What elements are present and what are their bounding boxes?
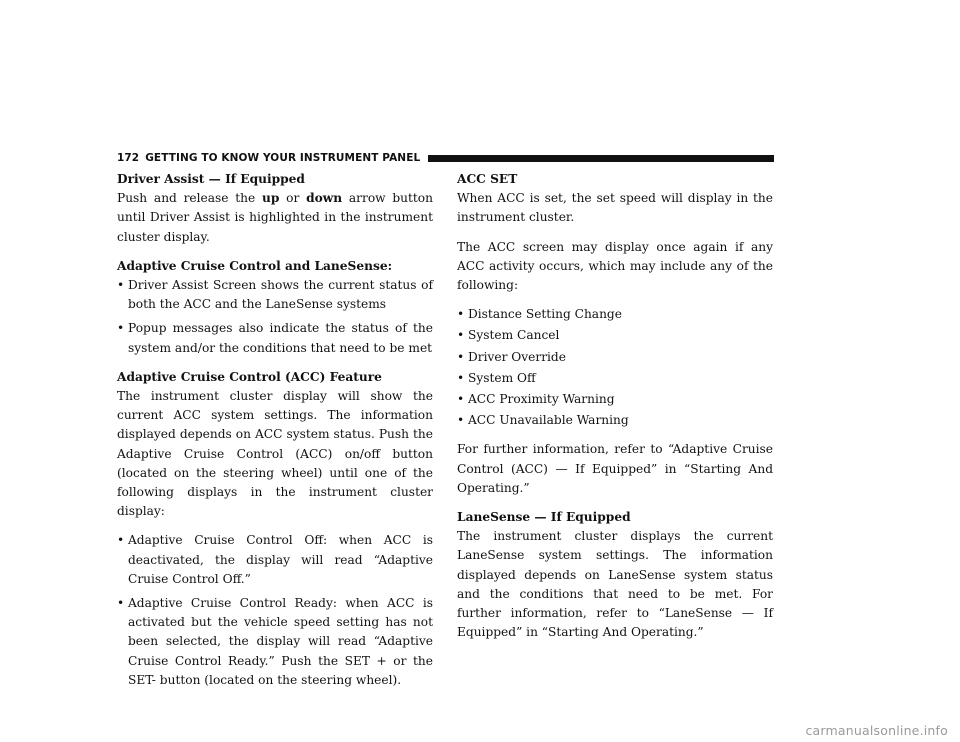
acc-feature-paragraph: The instrument cluster display will show the current ACC system settings. The information displayed depends on ACC system status. Push the Adaptive Cruise Control (ACC) on/off button (located on the steering wheel) until one of the following displays in the instrument cluster display: [117, 389, 433, 519]
lanesense-heading: LaneSense — If Equipped [457, 510, 631, 525]
acc-lanesense-list [117, 276, 433, 358]
list-item [457, 305, 773, 324]
lanesense-paragraph: The instrument cluster displays the current LaneSense system settings. The information displayed depends on LaneSense system status and the conditions that need to be met. For further information, refer to “LaneSense — If Equipped” in “Starting And Operating.” [457, 529, 773, 640]
list-item-text: Adaptive Cruise Control Ready: when ACC is activated but the vehicle speed setting has not been selected, the display will read “Adaptive Cruise Control Ready.” Push the SET + or the SET- button (located on the steering wheel). [128, 596, 433, 687]
list-item [117, 531, 433, 589]
bullet-icon: • [117, 533, 125, 548]
further-info-paragraph: For further information, refer to “Adaptive Cruise Control (ACC) — If Equipped” in “Starting And Operating.” [457, 442, 773, 495]
bullet-icon: • [457, 328, 465, 343]
acc-feature-list [117, 531, 433, 690]
text-run: or [279, 191, 307, 206]
bullet-icon: • [457, 413, 465, 428]
driver-assist-paragraph [117, 189, 433, 247]
right-column [457, 170, 773, 652]
list-item [457, 390, 773, 409]
list-item-text: Distance Setting Change [468, 307, 622, 322]
acc-lanesense-heading: Adaptive Cruise Control and LaneSense: [117, 258, 393, 273]
list-item [457, 326, 773, 345]
section-title: GETTING TO KNOW YOUR INSTRUMENT PANEL [145, 152, 421, 164]
bullet-icon: • [457, 307, 465, 322]
text-run: Push and release the [117, 191, 262, 206]
bullet-icon: • [117, 321, 125, 336]
acc-set-paragraph-2: The ACC screen may display once again if any ACC activity occurs, which may include any of the following: [457, 239, 773, 293]
bullet-icon: • [117, 596, 125, 611]
driver-assist-heading: Driver Assist — If Equipped [117, 172, 305, 186]
list-item [117, 319, 433, 357]
up-keyword: up [262, 191, 280, 206]
watermark: carmanualsonline.info [805, 723, 948, 738]
list-item [457, 411, 773, 430]
list-item [117, 594, 433, 690]
list-item [457, 348, 773, 367]
bullet-icon: • [117, 278, 125, 293]
list-item-text: Popup messages also indicate the status of the system and/or the conditions that need to be met [128, 321, 433, 355]
list-item-text: System Off [468, 370, 536, 385]
acc-set-paragraph-1: When ACC is set, the set speed will display in the instrument cluster. [457, 191, 773, 225]
left-column [117, 170, 433, 700]
list-item-text: ACC Unavailable Warning [468, 413, 629, 428]
list-item-text: ACC Proximity Warning [468, 392, 615, 407]
list-item-text: Driver Assist Screen shows the current status of both the ACC and the LaneSense systems [128, 278, 433, 312]
list-item [457, 369, 773, 388]
acc-set-heading: ACC SET [457, 172, 518, 186]
list-item [117, 276, 433, 314]
list-item-text: System Cancel [468, 328, 560, 343]
page-number: 172 [117, 152, 140, 164]
list-item-text: Adaptive Cruise Control Off: when ACC is deactivated, the display will read “Adaptive Cruise Control Off.” [128, 533, 433, 586]
bullet-icon: • [457, 349, 465, 364]
bullet-icon: • [457, 392, 465, 407]
page-header [117, 151, 774, 165]
bullet-icon: • [457, 370, 465, 385]
down-keyword: down [306, 191, 343, 206]
text-run: arrow button until Driver Assist is highlighted in the instrument cluster display. [117, 191, 433, 244]
acc-feature-heading: Adaptive Cruise Control (ACC) Feature [117, 369, 382, 384]
header-rule [428, 155, 774, 162]
list-item-text: Driver Override [468, 349, 566, 364]
acc-activity-list [457, 305, 773, 430]
